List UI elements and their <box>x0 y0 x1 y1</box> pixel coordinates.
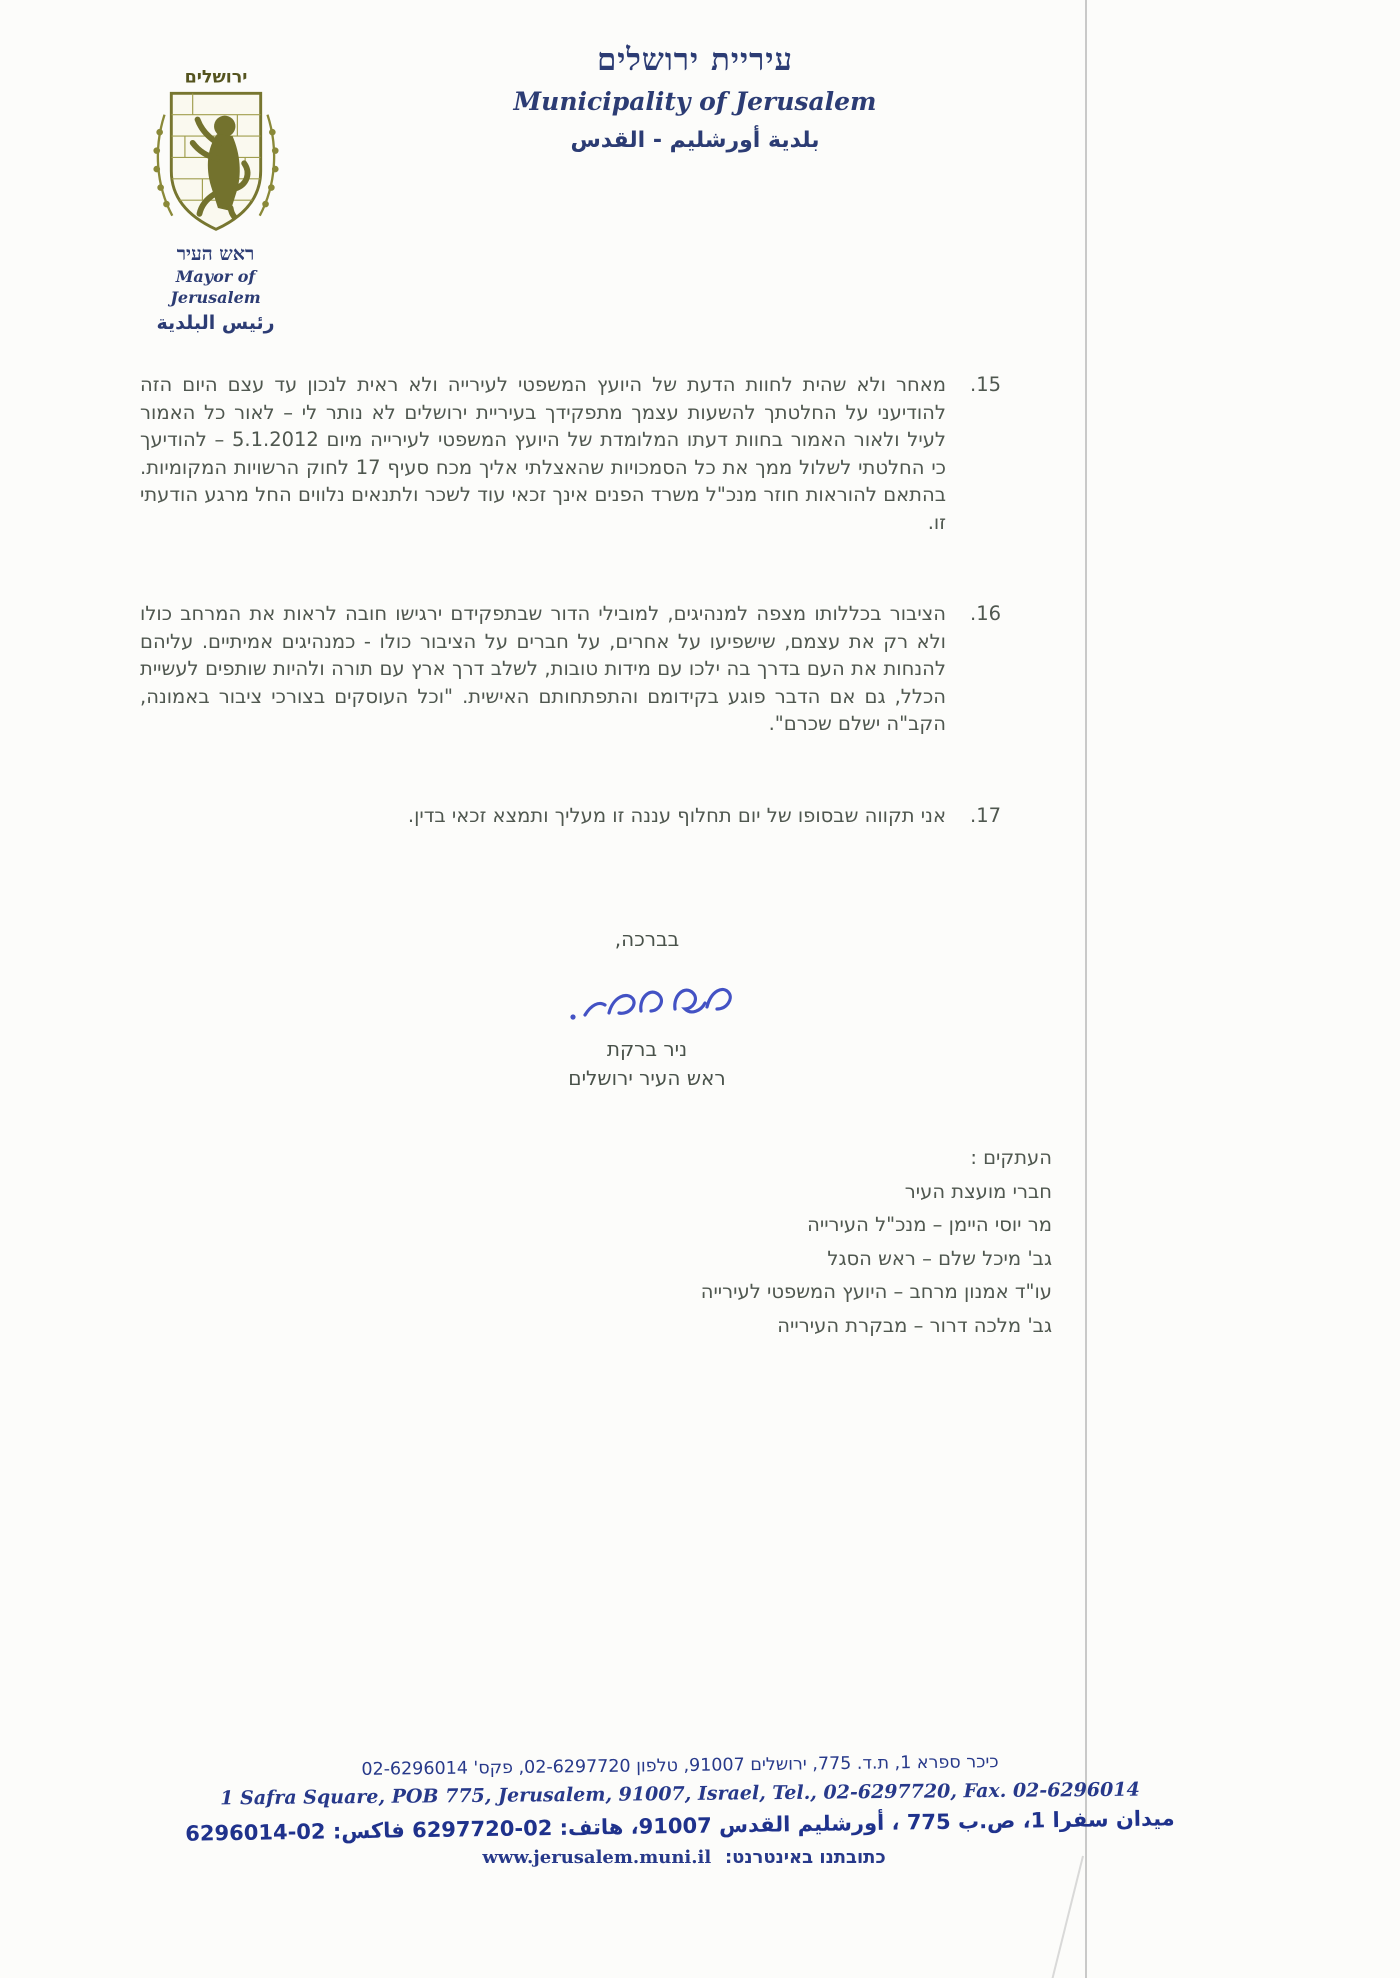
paragraph-15 <box>140 371 1012 536</box>
letter-footer <box>10 1752 1350 1868</box>
signer-title: ראש העיר ירושלים <box>568 1066 726 1090</box>
copies-item: גב' מיכל שלם – ראש הסגל <box>827 1246 1052 1270</box>
footer-address-english: 1 Safra Square, POB 775, Jerusalem, 91007, Israel, Tel., 02-6297720, Fax. 02-6296014 <box>220 1778 1140 1810</box>
footer-address-hebrew: כיכר ספרא 1, ת.ד. 775, ירושלים 91007, טלפון 02-6297720, פקס' 02-6296014 <box>361 1752 999 1780</box>
paragraph-text: אני תקווה שבסופו של יום תחלוף עננה זו מעליך ותמצא זכאי בדין. <box>407 803 946 827</box>
copies-item: גב' מלכה דרור – מבקרת העירייה <box>777 1313 1052 1337</box>
handwritten-signature-icon <box>557 967 737 1027</box>
copies-list <box>701 1141 1052 1342</box>
copies-label: העתקים : <box>970 1146 1052 1169</box>
copies-item: מר יוסי היימן – מנכ"ל העירייה <box>807 1213 1052 1236</box>
paragraph-number: .15 <box>970 373 1002 396</box>
copies-item: חברי מועצת העיר <box>904 1179 1052 1203</box>
scan-line-artifact <box>1085 0 1087 1978</box>
footer-address-arabic: ميدان سفرا 1، ص.ب 775 ، أورشليم القدس 91007، هاتف: 02-6297720 فاكس: 02-6296014 <box>185 1806 1175 1846</box>
municipality-title-hebrew: עיריית ירושלים <box>596 42 794 78</box>
paragraph-17 <box>140 802 1012 830</box>
mayor-caption-block <box>128 243 303 334</box>
jerusalem-lion-emblem-icon <box>148 66 284 244</box>
scan-corner-artifact <box>1046 1856 1084 1978</box>
copies-item: עו"ד אמנון מרחב – היועץ המשפטי לעירייה <box>700 1280 1052 1303</box>
paragraph-text: הציבור בכללותו מצפה למנהיגים, למובילי הדור שבתפקידם ירגישו חובה לראות את המרחב כולו ולא רק את עצמם, שישפיעו על אחרים, על חברים על הציבור כולו - כמנהיגים אמיתיים. עליהם להנחות את העם בדרך בה ילכו עם מידות טובות, לשלב דרך ארץ עם תורה ולהיות שותפים לעשיית הכלל, גם אם הדבר פוגע בקידומם והתפתחותם האישית. "וכל העוסקים בצורכי ציבור באמונה, הקב"ה ישלם שכרם". <box>140 602 946 735</box>
website-label: כתובתנו באינטרנט: <box>724 1847 886 1868</box>
website-url: www.jerusalem.muni.il <box>482 1847 712 1868</box>
letterhead <box>360 42 1030 153</box>
paragraph-number: .16 <box>970 602 1002 625</box>
mayor-title-hebrew: ראש העיר <box>176 243 255 265</box>
paragraph-16 <box>140 600 1012 738</box>
paragraph-number: .17 <box>970 803 1002 827</box>
emblem-caption-text: ירושלים <box>184 67 248 88</box>
signature-block <box>480 927 814 1090</box>
letter-body <box>140 371 1012 829</box>
municipality-title-english: Municipality of Jerusalem <box>513 87 877 116</box>
mayor-title-english-line2: Jerusalem <box>170 288 261 307</box>
footer-website-line <box>10 1847 1350 1868</box>
jerusalem-emblem-logo <box>148 66 284 248</box>
mayor-title-arabic: رئيس البلدية <box>156 312 275 334</box>
municipality-title-arabic: بلدية أورشليم - القدس <box>570 128 820 153</box>
paragraph-text: מאחר ולא שהית לחוות הדעת של היועץ המשפטי לעירייה ולא ראית לנכון עד עצם היום הזה להודיעני על החלטתך להשעות עצמך מתפקידך בעיריית ירושלים לא נותר לי – לאור כל האמור לעיל ולאור האמור בחוות דעתו המלומדת של היועץ המשפטי לעירייה מיום 5.1.2012 – להודיעך כי החלטתי לשלול ממך את כל הסמכויות שהאצלתי אליך מכח סעיף 17 לחוק הרשויות המקומיות. בהתאם להוראות חוזר מנכ"ל משרד הפנים אינך זכאי עוד לשכר ולתנאים נלווים החל מרגע הודעתי זו. <box>140 373 947 534</box>
signer-name: ניר ברקת <box>606 1037 688 1061</box>
mayor-title-english-line1: Mayor of <box>175 267 256 286</box>
closing-salutation: בברכה, <box>614 927 680 951</box>
